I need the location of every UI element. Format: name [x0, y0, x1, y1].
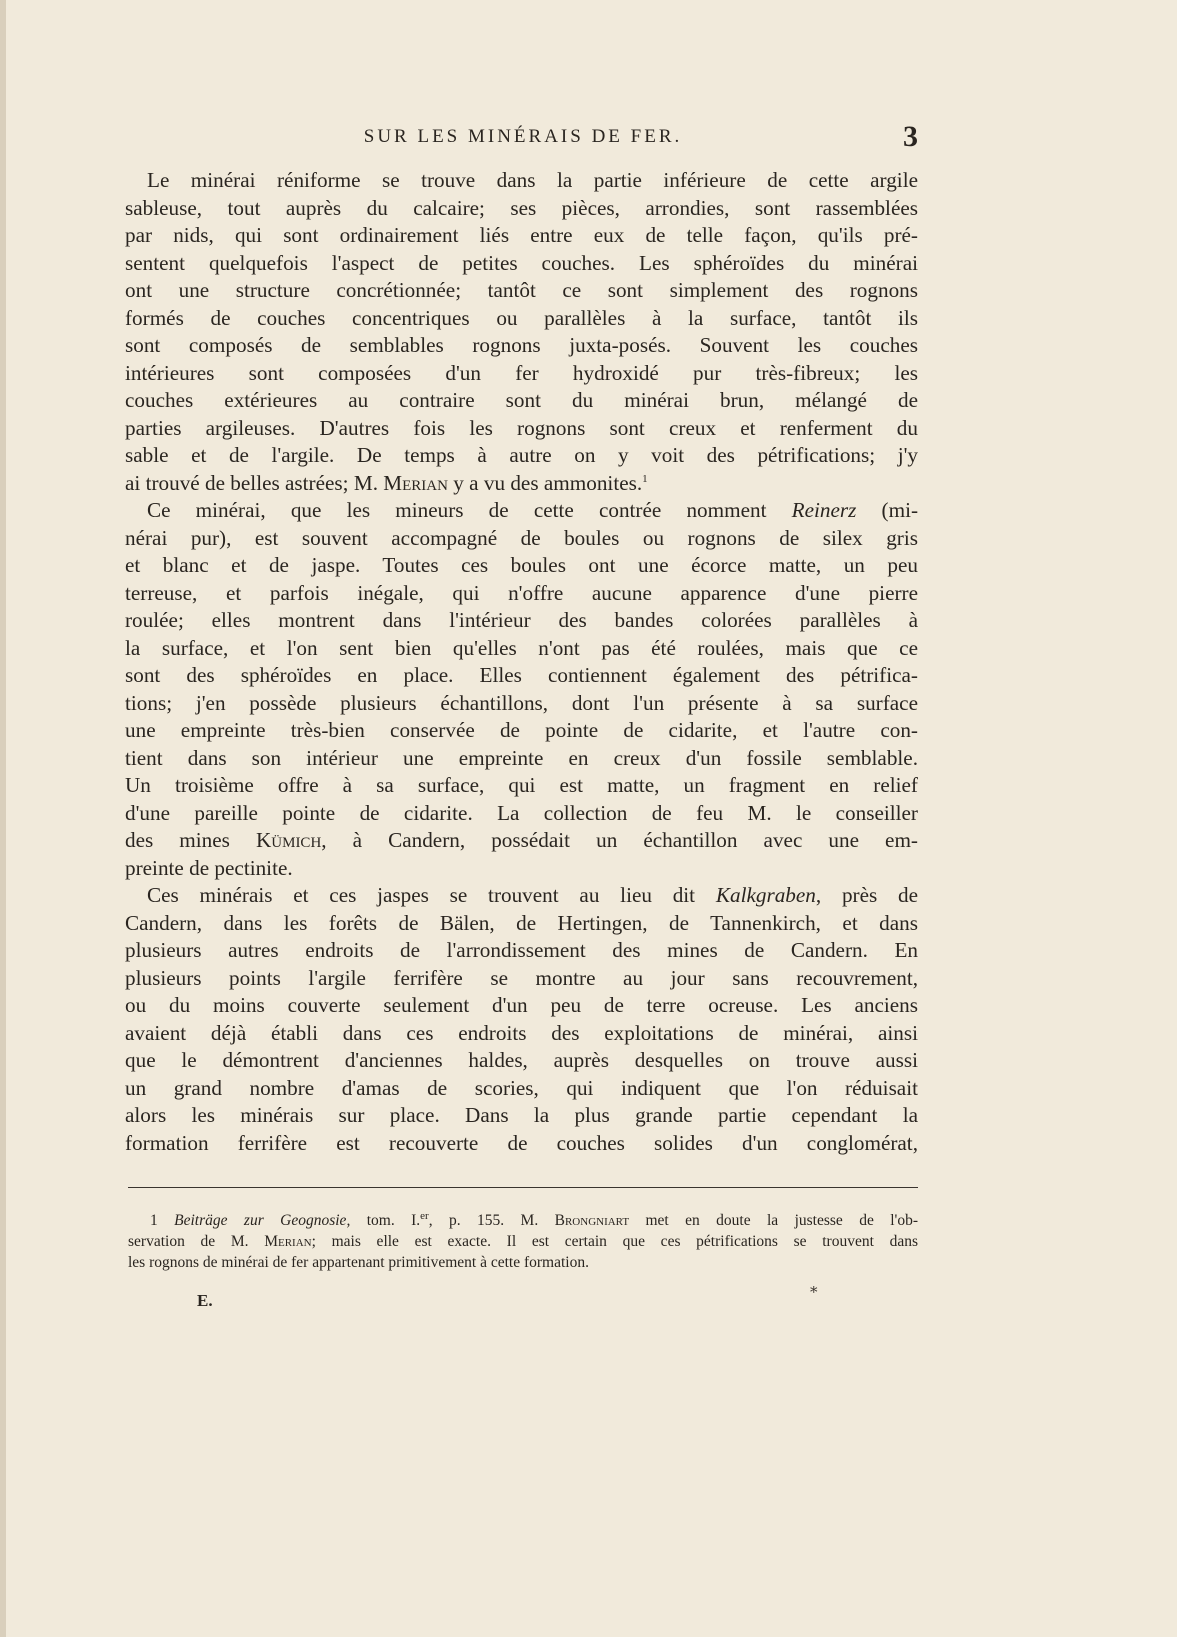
- footnote-title: Beiträge zur Geognosie,: [174, 1212, 351, 1229]
- text-line: sentent quelquefois l'aspect de petites couches. Les sphéroïdes du minérai: [125, 250, 918, 275]
- running-title: SUR LES MINÉRAIS DE FER.: [363, 126, 683, 147]
- text-line: sont composés de semblables rognons juxta-posés. Souvent les couches: [125, 333, 918, 357]
- text-line: roulée; elles montrent dans l'intérieur des bandes colorées parallèles à: [125, 608, 918, 632]
- text-segment: des mines: [125, 828, 230, 852]
- body-text: [125, 167, 918, 1157]
- footnote-line: les rognons de minérai de fer appartenant primitivement à cette formation.: [128, 1254, 589, 1271]
- author-name: Merian: [264, 1233, 312, 1250]
- text-segment: , près de: [815, 883, 918, 907]
- text-line: preinte de pectinite.: [125, 855, 293, 880]
- text-line: ont une structure concrétionnée; tantôt ce sont simplement des rognons: [125, 278, 918, 302]
- author-name: Kümich: [255, 828, 322, 852]
- author-name: Brongniart: [554, 1212, 630, 1229]
- text-line: ou du moins couverte seulement d'un peu de terre ocreuse. Les anciens: [125, 993, 918, 1017]
- text-line: tions; j'en possède plusieurs échantillons, dont l'un présente à sa surface: [125, 690, 918, 715]
- footnote-line: [128, 1210, 918, 1231]
- text-line: avaient déjà établi dans ces endroits des exploitations de minérai, ainsi: [125, 1020, 918, 1045]
- text-segment: y a vu des ammonites.: [453, 470, 643, 495]
- text-line: [125, 827, 918, 855]
- footnote-signature: E.: [197, 1291, 213, 1310]
- text-superscript: er: [420, 1209, 429, 1222]
- place-italic: Kalkgraben: [715, 883, 816, 907]
- text-line: intérieures sont composées d'un fer hydroxidé pur très-fibreux; les: [125, 360, 918, 385]
- author-name: Merian: [383, 470, 448, 495]
- footnote-marker: 1: [150, 1212, 158, 1229]
- text-line: parties argileuses. D'autres fois les rognons sont creux et renferment du: [125, 415, 918, 440]
- text-line: plusieurs autres endroits de l'arrondissement des mines de Candern. En: [125, 938, 918, 962]
- page-edge: [0, 0, 6, 1637]
- text-segment: tom. I.: [366, 1212, 421, 1229]
- text-segment: ai trouvé de belles astrées; M.: [125, 470, 378, 495]
- asterisk-mark: *: [810, 1283, 818, 1301]
- text-line: sableuse, tout auprès du calcaire; ses pièces, arrondies, sont rassemblées: [125, 195, 918, 220]
- text-line: [125, 470, 918, 498]
- text-segment: met en doute la justesse de l'ob-: [645, 1212, 919, 1229]
- text-segment: , à Candern, possédait un échantillon avec une em-: [321, 828, 918, 852]
- text-segment: (mi-: [881, 498, 918, 522]
- text-line: formation ferrifère est recouverte de couches solides d'un conglomérat,: [125, 1130, 918, 1155]
- text-segment: ; mais elle est exacte. Il est certain que ces pétrifications se trouvent dans: [311, 1233, 919, 1250]
- text-line: tient dans son intérieur une empreinte en creux d'un fossile semblable.: [125, 745, 918, 770]
- footnote: [128, 1210, 918, 1273]
- page-header: [128, 122, 918, 154]
- text-line: Candern, dans les forêts de Bälen, de Hertingen, de Tannenkirch, et dans: [125, 910, 918, 935]
- text-line: que le démontrent d'anciennes haldes, auprès desquelles on trouve aussi: [125, 1048, 918, 1072]
- footnote-line: [128, 1231, 918, 1252]
- text-segment: , p. 155. M.: [428, 1212, 539, 1229]
- text-segment: servation de M.: [128, 1233, 249, 1250]
- text-line: sont des sphéroïdes en place. Elles contiennent également des pétrifica-: [125, 663, 918, 687]
- footnote-reference[interactable]: 1: [642, 472, 648, 485]
- text-line: nérai pur), est souvent accompagné de boules ou rognons de silex gris: [125, 525, 918, 550]
- text-line: un grand nombre d'amas de scories, qui indiquent que l'on réduisait: [125, 1075, 918, 1100]
- text-line: terreuse, et parfois inégale, qui n'offre aucune apparence d'une pierre: [125, 580, 918, 605]
- text-line: [125, 497, 918, 525]
- text-line: plusieurs points l'argile ferrifère se montre au jour sans recouvrement,: [125, 965, 918, 990]
- text-line: Un troisième offre à sa surface, qui est matte, un fragment en relief: [125, 773, 918, 797]
- text-line: [125, 882, 918, 910]
- text-line: formés de couches concentriques ou parallèles à la surface, tantôt ils: [125, 305, 918, 330]
- text-line: Le minérai réniforme se trouve dans la partie inférieure de cette argile: [147, 168, 918, 192]
- text-segment: Ce minérai, que les mineurs de cette contrée nomment: [147, 498, 767, 522]
- text-line: la surface, et l'on sent bien qu'elles n'ont pas été roulées, mais que ce: [125, 635, 918, 660]
- text-line: alors les minérais sur place. Dans la plus grande partie cependant la: [125, 1103, 918, 1127]
- text-line: par nids, qui sont ordinairement liés entre eux de telle façon, qu'ils pré-: [125, 223, 918, 247]
- text-line: d'une pareille pointe de cidarite. La collection de feu M. le conseiller: [125, 800, 918, 825]
- text-line: sable et de l'argile. De temps à autre on y voit des pétrifications; j'y: [125, 443, 918, 467]
- text-line: une empreinte très-bien conservée de pointe de cidarite, et l'autre con-: [125, 718, 918, 742]
- term-italic: Reinerz: [791, 498, 857, 522]
- text-segment: Ces minérais et ces jaspes se trouvent au lieu dit: [147, 883, 696, 907]
- footnote-rule: [128, 1187, 918, 1188]
- text-line: et blanc et de jaspe. Toutes ces boules ont une écorce matte, un peu: [125, 553, 918, 577]
- page-number: 3: [903, 120, 918, 153]
- text-line: couches extérieures au contraire sont du minérai brun, mélangé de: [125, 388, 918, 412]
